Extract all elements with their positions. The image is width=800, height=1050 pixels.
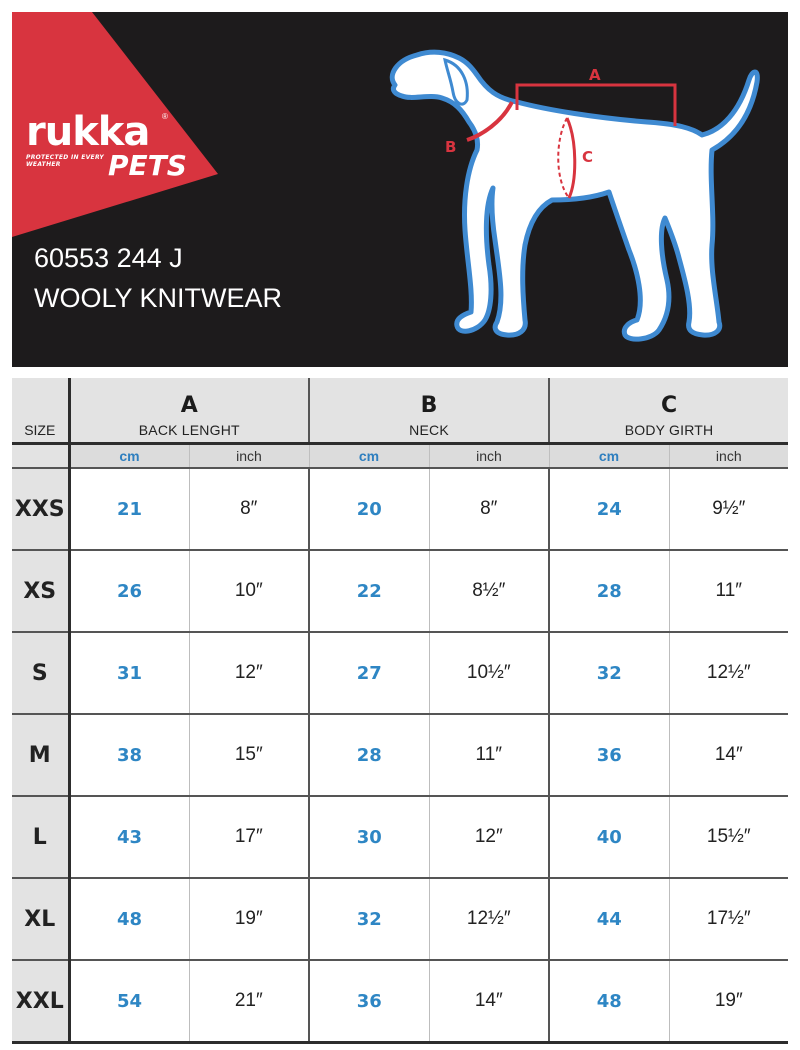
neck-inch (429, 550, 549, 632)
size-row (12, 960, 788, 1043)
value-cm: 21 (116, 498, 143, 520)
size-column-header (12, 378, 69, 444)
size-label: XXS (12, 468, 69, 550)
group-header-c (549, 378, 788, 444)
neck-cm (309, 550, 429, 632)
value-inch: 19″ (234, 908, 263, 929)
value-inch: 11″ (475, 744, 502, 765)
back-length-cm (69, 632, 189, 714)
size-label: XS (12, 550, 69, 632)
body-girth-cm (549, 796, 669, 878)
product-code: 60553 244 J (34, 243, 183, 273)
size-chart (12, 378, 788, 1038)
value-inch: 17″ (234, 826, 263, 847)
value-inch: 12½″ (706, 662, 751, 683)
size-row (12, 468, 788, 550)
body-girth-inch (669, 632, 788, 714)
body-girth-inch (669, 714, 788, 796)
dog-measurement-diagram (367, 30, 767, 360)
back-length-cm (69, 960, 189, 1043)
body-girth-inch (669, 468, 788, 550)
body-girth-inch (669, 878, 788, 960)
unit-inch: inch (189, 444, 309, 469)
unit-cm: cm (309, 444, 429, 469)
value-inch: 8½″ (472, 580, 506, 601)
neck-inch (429, 468, 549, 550)
value-cm: 36 (596, 744, 622, 766)
neck-cm (309, 796, 429, 878)
back-length-inch (189, 796, 309, 878)
value-cm: 31 (116, 662, 143, 684)
group-header-a (69, 378, 309, 444)
size-label: M (12, 714, 69, 796)
size-label: XL (12, 878, 69, 960)
back-length-cm (69, 714, 189, 796)
brand-tagline: PROTECTED IN EVERY WEATHER (26, 154, 104, 168)
neck-cm (309, 714, 429, 796)
size-row (12, 878, 788, 960)
value-cm: 32 (596, 662, 622, 684)
size-label: XXL (12, 960, 69, 1043)
group-header-b (309, 378, 549, 444)
value-cm: 26 (116, 580, 143, 602)
body-girth-cm (549, 960, 669, 1043)
neck-cm (309, 960, 429, 1043)
value-inch: 21″ (234, 990, 263, 1011)
dog-silhouette (392, 52, 757, 339)
value-cm: 38 (116, 744, 143, 766)
value-cm: 28 (596, 580, 622, 602)
value-inch: 12½″ (466, 908, 511, 929)
value-inch: 10″ (234, 580, 263, 601)
group-letter: B (420, 393, 438, 418)
group-label: BODY GIRTH (624, 422, 714, 438)
neck-inch (429, 878, 549, 960)
unit-cm: cm (549, 444, 669, 469)
brand-logo-name: rukka (26, 109, 150, 155)
body-girth-cm (549, 468, 669, 550)
group-label: NECK (409, 422, 449, 438)
body-girth-cm (549, 550, 669, 632)
size-row (12, 714, 788, 796)
unit-cm: cm (69, 444, 189, 469)
neck-cm (309, 468, 429, 550)
value-inch: 15½″ (706, 826, 751, 847)
value-cm: 48 (596, 990, 622, 1012)
body-girth-inch (669, 960, 788, 1043)
body-girth-cm (549, 714, 669, 796)
label-a: A (589, 66, 601, 84)
value-inch: 19″ (714, 990, 743, 1011)
value-cm: 32 (356, 908, 382, 930)
group-label: BACK LENGHT (138, 422, 240, 438)
neck-inch (429, 796, 549, 878)
value-inch: 8″ (480, 498, 498, 519)
value-cm: 43 (116, 826, 143, 848)
value-cm: 30 (356, 826, 382, 848)
value-inch: 15″ (234, 744, 263, 765)
group-letter: A (180, 393, 198, 418)
body-girth-cm (549, 632, 669, 714)
value-cm: 22 (356, 580, 382, 602)
body-girth-inch (669, 796, 788, 878)
neck-inch (429, 960, 549, 1043)
value-cm: 44 (596, 908, 622, 930)
value-cm: 20 (356, 498, 382, 520)
value-cm: 40 (596, 826, 622, 848)
back-length-inch (189, 878, 309, 960)
value-cm: 24 (596, 498, 622, 520)
value-inch: 14″ (714, 744, 743, 765)
product-name: WOOLY KNITWEAR (34, 283, 283, 313)
size-label: L (12, 796, 69, 878)
value-inch: 14″ (474, 990, 503, 1011)
size-table (12, 378, 788, 1044)
size-row (12, 550, 788, 632)
value-inch: 12″ (234, 662, 263, 683)
neck-cm (309, 878, 429, 960)
group-letter: C (660, 393, 678, 418)
value-cm: 27 (356, 662, 382, 684)
unit-inch: inch (669, 444, 788, 469)
value-cm: 48 (116, 908, 143, 930)
body-girth-cm (549, 878, 669, 960)
value-cm: 28 (356, 744, 382, 766)
back-length-inch (189, 468, 309, 550)
back-length-inch (189, 632, 309, 714)
group-header-row (12, 378, 788, 444)
back-length-inch (189, 550, 309, 632)
neck-cm (309, 632, 429, 714)
unit-header-row (12, 444, 788, 469)
label-b: B (445, 138, 457, 156)
unit-inch: inch (429, 444, 549, 469)
size-row (12, 632, 788, 714)
brand-logo-sub: PETS (108, 149, 187, 182)
value-inch: 12″ (474, 826, 503, 847)
value-cm: 54 (116, 990, 143, 1012)
back-length-cm (69, 468, 189, 550)
neck-inch (429, 714, 549, 796)
size-label: S (12, 632, 69, 714)
value-inch: 10½″ (466, 662, 511, 683)
value-inch: 11″ (715, 580, 742, 601)
body-girth-inch (669, 550, 788, 632)
value-cm: 36 (356, 990, 382, 1012)
back-length-inch (189, 714, 309, 796)
back-length-inch (189, 960, 309, 1043)
neck-inch (429, 632, 549, 714)
back-length-cm (69, 878, 189, 960)
label-c: C (582, 148, 594, 166)
value-inch: 17½″ (706, 908, 751, 929)
size-unit-spacer (12, 444, 69, 469)
back-length-cm (69, 796, 189, 878)
size-rows (12, 468, 788, 1043)
header-banner (12, 12, 788, 367)
back-length-cm (69, 550, 189, 632)
size-row (12, 796, 788, 878)
value-inch: 9½″ (712, 498, 746, 519)
registered-mark: ® (162, 112, 168, 121)
value-inch: 8″ (240, 498, 258, 519)
size-header-label: SIZE (24, 422, 56, 438)
